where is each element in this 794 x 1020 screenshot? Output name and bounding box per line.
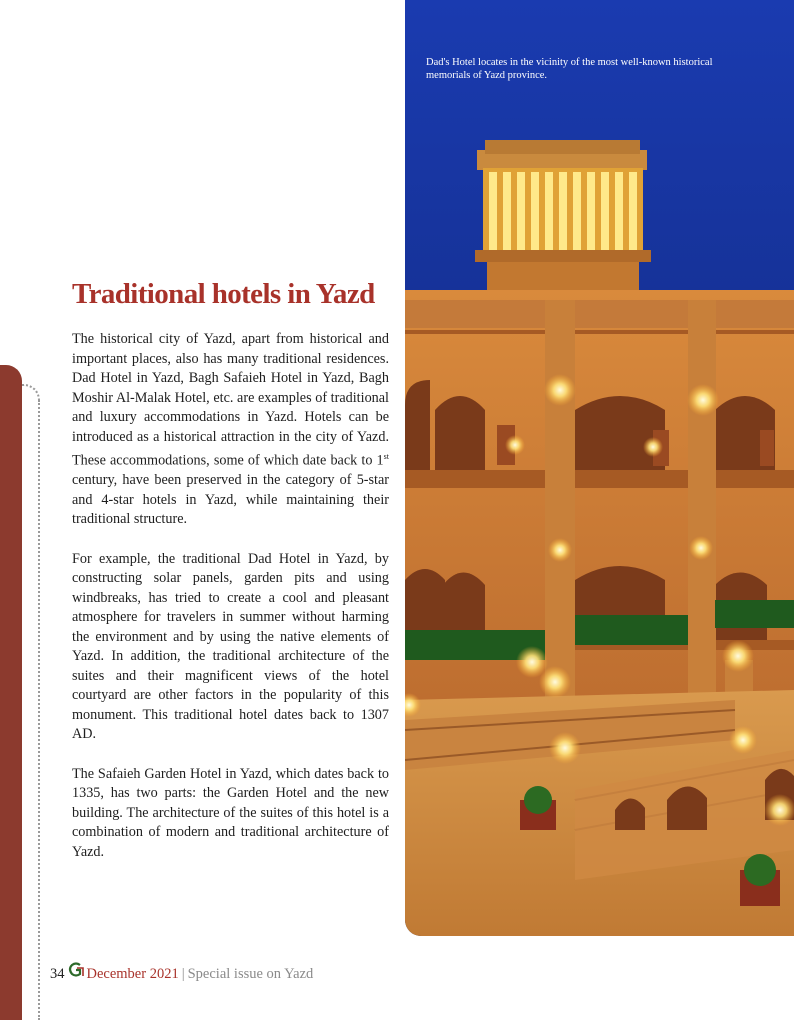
issue-date: December 2021 xyxy=(86,966,179,982)
paragraph-1-text-cont: century, have been preserved in the category of 5-star and 4-star hotels in Yazd, while maintaining their traditional structure. xyxy=(72,472,389,528)
side-tab-decoration xyxy=(0,365,22,1020)
photo-caption: Dad's Hotel locates in the vicinity of the most well-known historical memorials of Yazd province. xyxy=(426,57,713,81)
page-number: 34 xyxy=(50,966,65,982)
paragraph-2: For example, the traditional Dad Hotel in Yazd, by constructing solar panels, garden pits and using windbreaks, has tried to create a cool and pleasant atmosphere for travelers in summer without harming the environment and by using the native elements of Yazd. In addition, the traditional architecture of the suites and their magnificent views of the hotel courtyard are other factors in the popularity of this monument. This traditional hotel dates back to 1307 AD. xyxy=(72,550,389,743)
hotel-photo xyxy=(405,0,794,936)
paragraph-1-text: The historical city of Yazd, apart from historical and important places, also has many traditional residences. Dad Hotel in Yazd, Bagh Safaieh Hotel in Yazd, Bagh Moshir Al-Malak Hotel, etc. are examples of traditional and luxury accommodations in Yazd. Hotels can be introduced as a historical attraction in the city of Yazd. These accommodations, some of which date back to 1 xyxy=(72,331,389,469)
article-title: Traditional hotels in Yazd xyxy=(72,278,375,310)
issue-title: Special issue on Yazd xyxy=(187,966,314,982)
footer-separator: | xyxy=(181,966,185,982)
paragraph-3: The Safaieh Garden Hotel in Yazd, which dates back to 1335, has two parts: the Garden Hotel and the new building. The architecture of the suites of this hotel is a combination of modern and traditional architecture of Yazd. xyxy=(72,765,389,860)
magazine-logo-icon xyxy=(67,962,85,978)
dotted-guide-line xyxy=(38,400,40,1020)
article-body xyxy=(72,330,389,882)
ordinal-suffix: st xyxy=(383,452,389,461)
paragraph-1 xyxy=(72,330,389,530)
page-footer xyxy=(50,962,313,983)
